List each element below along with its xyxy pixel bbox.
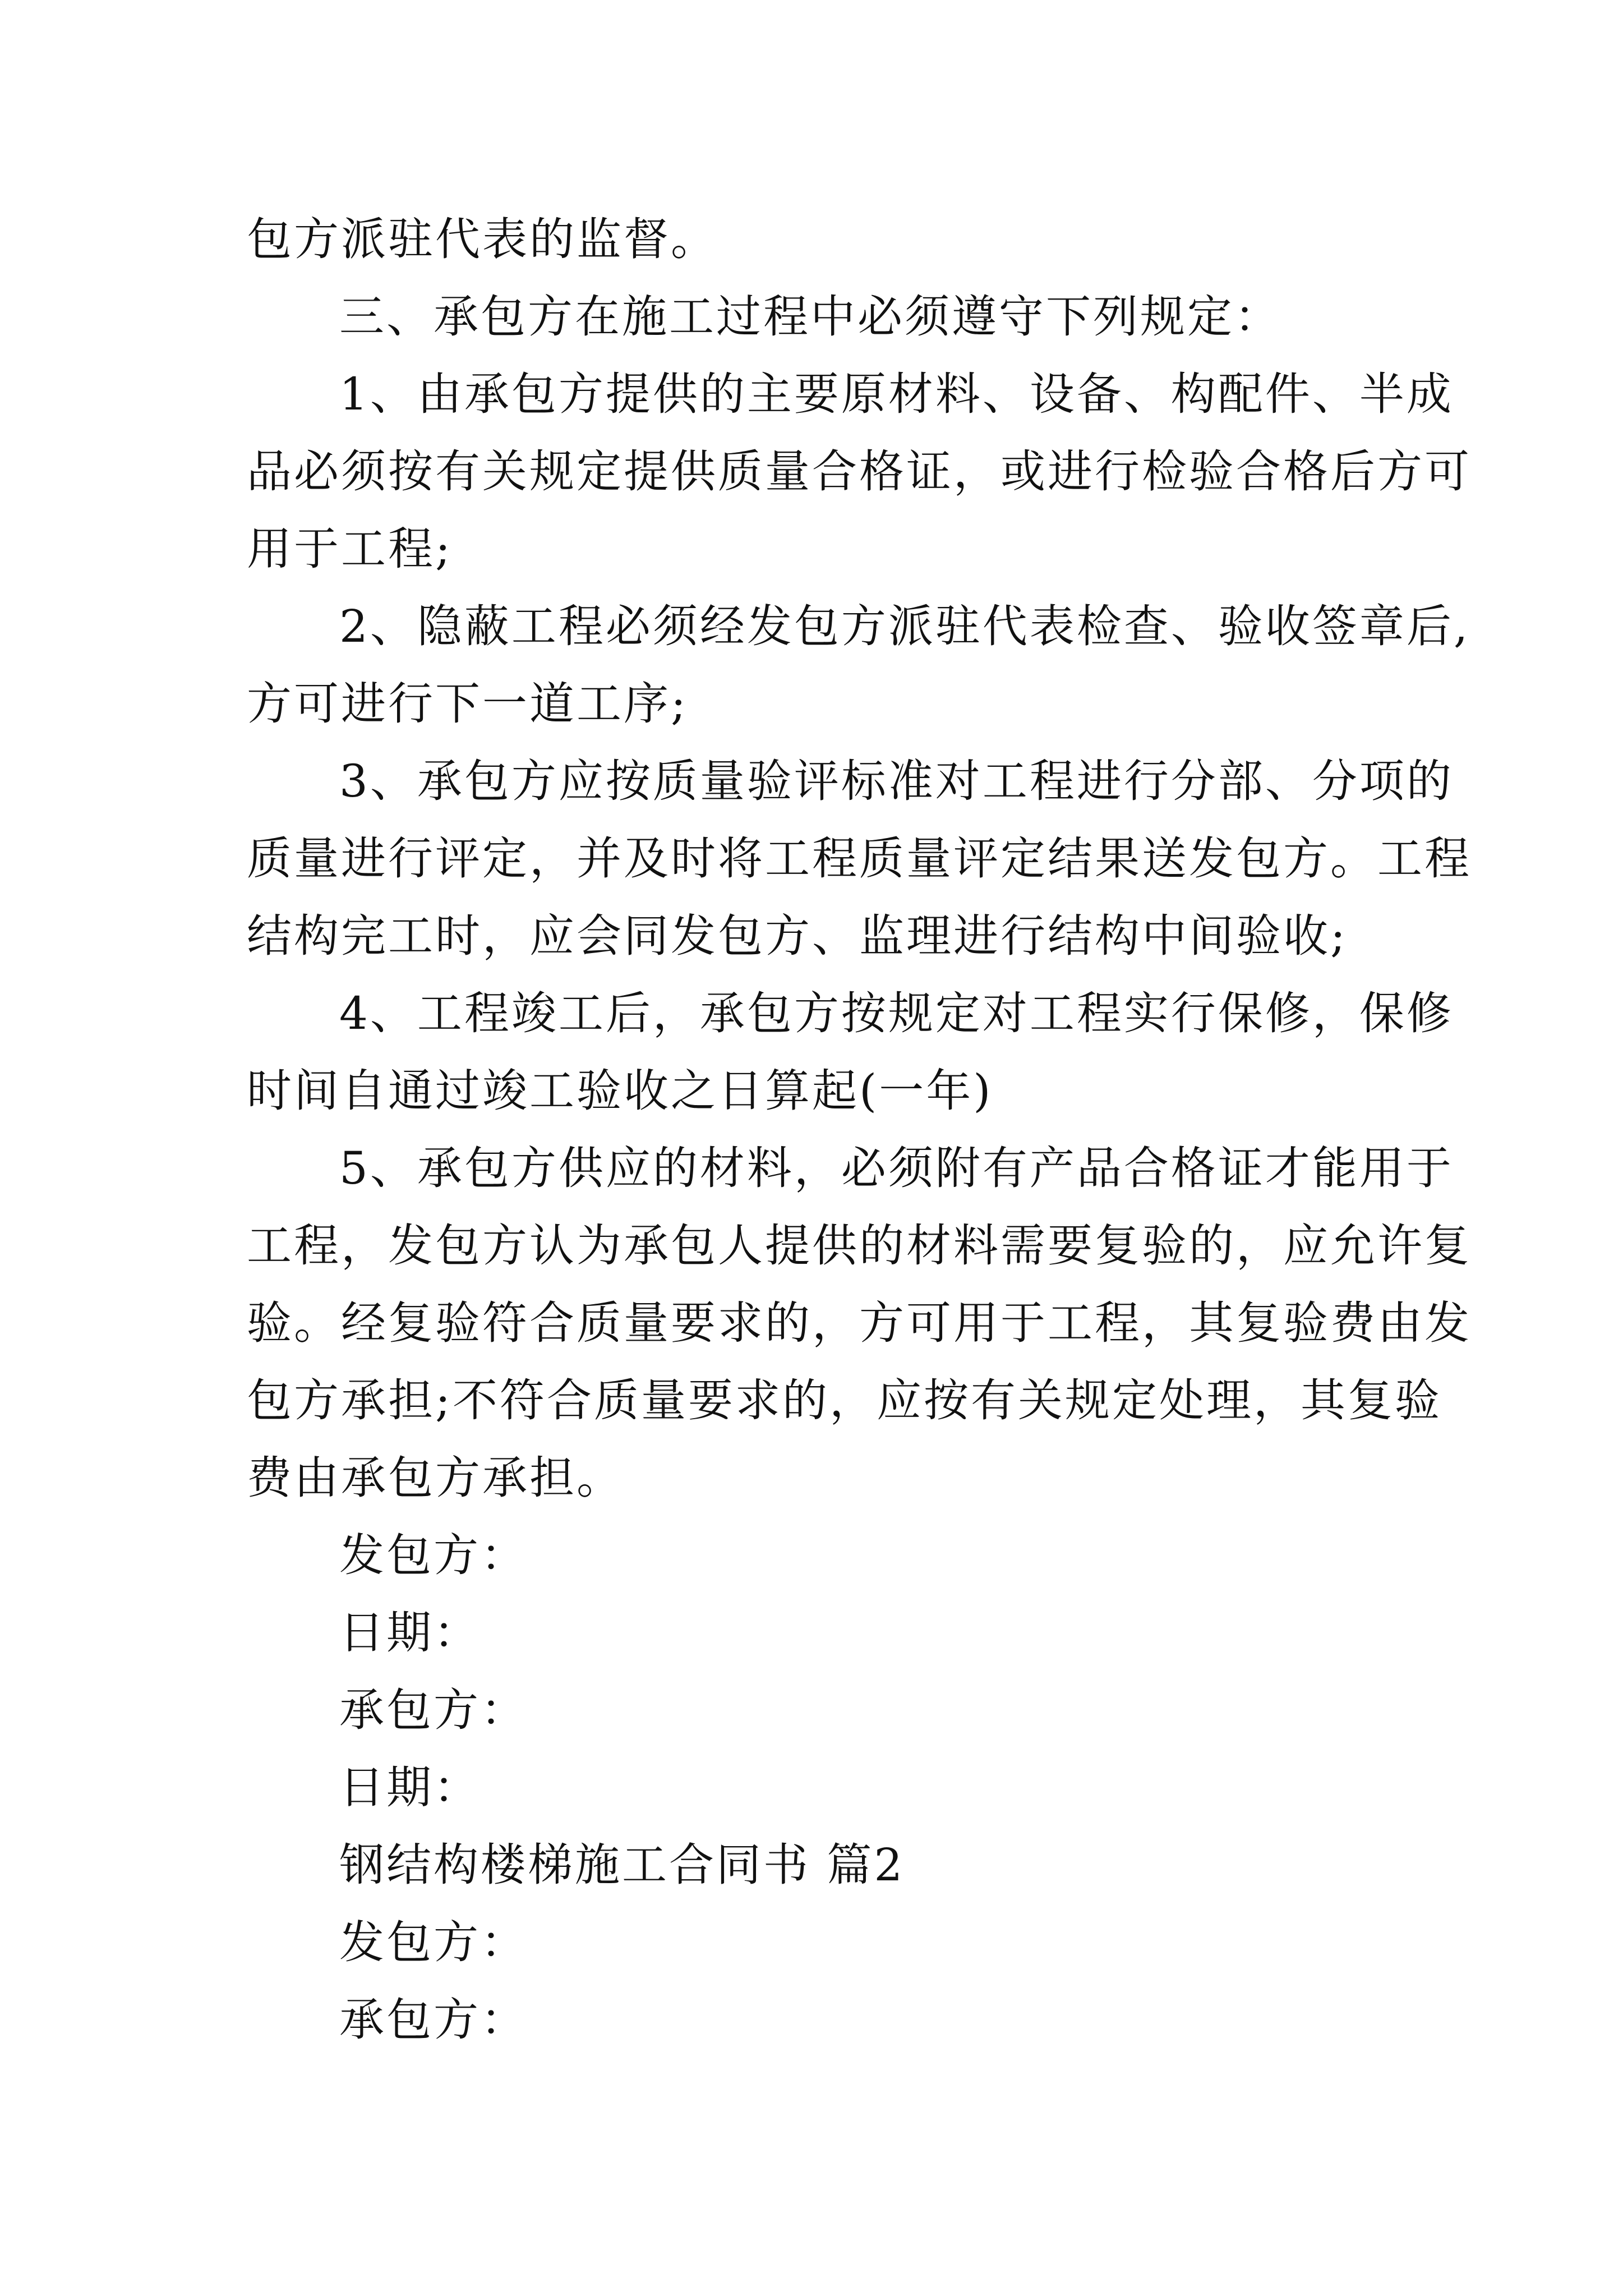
text-line: 4、工程竣工后，承包方按规定对工程实行保修，保修 xyxy=(339,987,1454,1039)
text-line: 5、承包方供应的材料，必须附有产品合格证才能用于 xyxy=(339,1142,1454,1194)
text-line: 包方派驻代表的监督。 xyxy=(247,213,718,265)
text-line: 包方承担;不符合质量要求的，应按有关规定处理，其复验 xyxy=(247,1374,1442,1427)
signature-date-label: 日期： xyxy=(339,1761,481,1814)
text-line: 1、由承包方提供的主要原材料、设备、构配件、半成 xyxy=(339,368,1454,420)
document-body xyxy=(247,201,1472,2059)
signature-date-label: 日期： xyxy=(339,1607,481,1659)
text-line: 质量进行评定，并及时将工程质量评定结果送发包方。工程 xyxy=(247,832,1472,885)
text-line: 品必须按有关规定提供质量合格证，或进行检验合格后方可 xyxy=(247,445,1472,498)
text-line: 2、隐蔽工程必须经发包方派驻代表检查、验收签章后, xyxy=(339,600,1470,652)
text-line: 费由承包方承担。 xyxy=(247,1452,624,1504)
text-line: 方可进行下一道工序; xyxy=(247,678,688,730)
text-line: 3、承包方应按质量验评标准对工程进行分部、分项的 xyxy=(339,755,1454,807)
text-line: 结构完工时，应会同发包方、监理进行结构中间验收; xyxy=(247,910,1348,962)
party-label-issuer: 发包方： xyxy=(339,1916,528,1968)
signature-label-contractor: 承包方： xyxy=(339,1684,528,1736)
signature-label-issuer: 发包方： xyxy=(339,1529,528,1581)
text-line: 三、承包方在施工过程中必须遵守下列规定： xyxy=(339,291,1281,343)
text-line: 工程，发包方认为承包人提供的材料需要复验的，应允许复 xyxy=(247,1220,1472,1272)
section-title: 钢结构楼梯施工合同书 篇2 xyxy=(339,1839,905,1891)
text-line: 时间自通过竣工验收之日算起(一年) xyxy=(247,1065,993,1117)
party-label-contractor: 承包方： xyxy=(339,1994,528,2046)
text-line: 验。经复验符合质量要求的，方可用于工程，其复验费由发 xyxy=(247,1297,1472,1349)
text-line: 用于工程; xyxy=(247,523,453,575)
